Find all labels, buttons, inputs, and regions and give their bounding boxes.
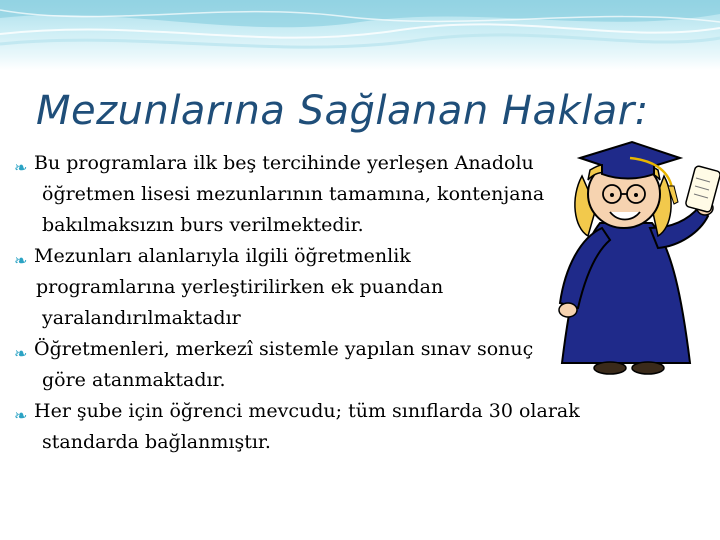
- flourish-bullet-icon: ❧: [14, 344, 28, 363]
- slide-title: Mezunlarına Sağlanan Haklar:: [36, 88, 649, 134]
- wave-decoration: [0, 0, 720, 70]
- bullet-line: bakılmaksızın burs verilmektedir.: [42, 214, 364, 236]
- decorative-header-band: [0, 0, 720, 70]
- bullet-line: göre atanmaktadır.: [42, 369, 226, 391]
- bullet-line: standarda bağlanmıştır.: [42, 431, 271, 453]
- flourish-bullet-icon: ❧: [14, 251, 28, 270]
- bullet-item: [12, 396, 652, 458]
- bullet-line: yaralandırılmaktadır: [42, 307, 241, 329]
- bullet-line: Bu programlara ilk beş tercihinde yerleşen Anadolu: [34, 152, 534, 174]
- bullet-line: Mezunları alanlarıyla ilgili öğretmenlik: [34, 245, 411, 267]
- flourish-bullet-icon: ❧: [14, 406, 28, 425]
- bullet-line: Öğretmenleri, merkezî sistemle yapılan sınav sonuç: [34, 338, 534, 360]
- bullet-line: programlarına yerleştirilirken ek puandan: [36, 276, 444, 298]
- graduate-illustration: [540, 128, 720, 388]
- bullet-line: Her şube için öğrenci mevcudu; tüm sınıflarda 30 olarak: [34, 400, 580, 422]
- diploma-icon: [685, 165, 720, 212]
- bullet-line: öğretmen lisesi mezunlarının tamamına, kontenjana: [42, 183, 545, 205]
- flourish-bullet-icon: ❧: [14, 158, 28, 177]
